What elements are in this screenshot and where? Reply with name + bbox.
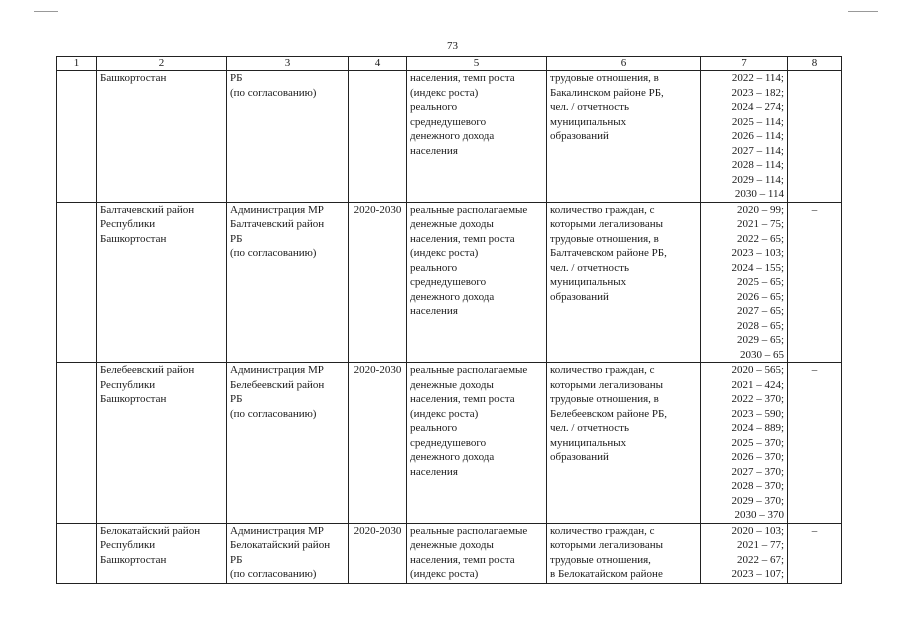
executor-line: (по согласованию) [230, 247, 317, 259]
executor-line: Администрация МР [230, 203, 324, 216]
row-number-cell [57, 523, 97, 583]
table-row [57, 363, 842, 524]
executor-line: РБ [230, 393, 243, 405]
measure-line: Белебеевском районе РБ, [550, 407, 668, 420]
indicator-line: денежные доходы [410, 539, 494, 551]
indicator-cell [407, 71, 547, 203]
program-table [56, 56, 842, 584]
value-line: 2024 – 889; [731, 422, 784, 434]
value-line: 2023 – 590; [731, 407, 784, 420]
table-row [57, 202, 842, 363]
value-line: 2022 – 67; [736, 553, 784, 566]
value-line: 2023 – 182; [731, 86, 784, 99]
measure-line: трудовые отношения, в [550, 232, 659, 245]
value-line: 2025 – 65; [736, 276, 784, 288]
measure-line: муниципальных [550, 276, 627, 288]
value-line: 2026 – 114; [731, 130, 784, 142]
indicator-line: населения, темп роста [410, 72, 515, 84]
executor-line: Белокатайский район [230, 539, 331, 551]
district-cell [97, 523, 227, 583]
values-cell [701, 202, 788, 363]
period-cell: 2020-2030 [349, 363, 407, 524]
executor-line: (по согласованию) [230, 407, 317, 420]
value-line: 2027 – 370; [731, 465, 784, 478]
indicator-line: (индекс роста) [410, 407, 479, 420]
indicator-line: среднедушевого [410, 276, 487, 288]
indicator-line: реального [410, 422, 458, 434]
district-line: Белебеевский район [100, 364, 195, 376]
district-cell [97, 202, 227, 363]
column-number: 5 [407, 57, 547, 71]
period-cell: 2020-2030 [349, 523, 407, 583]
value-line: 2030 – 65 [740, 348, 784, 361]
measure-cell [547, 71, 701, 203]
value-line: 2023 – 107; [731, 568, 784, 580]
measure-line: муниципальных [550, 436, 627, 449]
indicator-line: населения [410, 465, 458, 478]
value-line: 2028 – 370; [731, 480, 784, 492]
indicator-line: денежного дохода [410, 290, 495, 303]
district-cell [97, 71, 227, 203]
executor-line: РБ [230, 232, 243, 245]
value-line: 2030 – 370 [734, 509, 784, 521]
indicator-line: (индекс роста) [410, 247, 479, 259]
scan-mark-right [848, 11, 878, 12]
value-line: 2027 – 114; [731, 144, 784, 157]
indicator-line: реальные располагаемые [410, 364, 528, 376]
executor-line: Балтачевский район [230, 218, 325, 230]
value-line: 2022 – 370; [731, 393, 784, 405]
value-line: 2028 – 114; [731, 159, 784, 171]
district-line: Республики [100, 378, 156, 391]
indicator-line: среднедушевого [410, 115, 487, 128]
page-number: 73 [447, 40, 458, 52]
measure-line: трудовые отношения, [550, 553, 651, 566]
value-line: 2026 – 370; [731, 451, 784, 463]
district-line: Республики [100, 218, 156, 230]
indicator-line: денежного дохода [410, 130, 495, 142]
value-line: 2020 – 103; [731, 524, 784, 537]
executor-line: Администрация МР [230, 524, 324, 537]
district-line: Башкортостан [100, 232, 167, 245]
value-line: 2023 – 103; [731, 247, 784, 259]
district-line: Балтачевский район [100, 203, 195, 216]
district-line: Башкортостан [100, 393, 167, 405]
indicator-cell [407, 202, 547, 363]
column-number: 2 [97, 57, 227, 71]
column-number: 7 [701, 57, 788, 71]
executor-cell [227, 71, 349, 203]
indicator-line: (индекс роста) [410, 86, 479, 99]
note-cell [788, 71, 842, 203]
value-line: 2022 – 114; [731, 72, 784, 84]
district-cell [97, 363, 227, 524]
executor-cell [227, 202, 349, 363]
measure-line: количество граждан, с [550, 524, 655, 537]
note-cell: – [788, 363, 842, 524]
indicator-line: денежного дохода [410, 451, 495, 463]
indicator-line: денежные доходы [410, 218, 494, 230]
period-cell [349, 71, 407, 203]
indicator-line: реального [410, 101, 458, 113]
indicator-line: денежные доходы [410, 378, 494, 391]
column-number-row [57, 57, 842, 71]
period-cell: 2020-2030 [349, 202, 407, 363]
table-row [57, 71, 842, 203]
executor-line: Администрация МР [230, 364, 324, 376]
table-row [57, 523, 842, 583]
scan-mark-left [34, 11, 58, 12]
measure-line: которыми легализованы [550, 218, 664, 230]
row-number-cell [57, 363, 97, 524]
value-line: 2025 – 370; [731, 436, 784, 449]
measure-line: образований [550, 451, 609, 463]
row-number-cell [57, 71, 97, 203]
value-line: 2021 – 75; [736, 218, 784, 230]
measure-line: чел. / отчетность [550, 101, 629, 113]
indicator-line: населения [410, 144, 458, 157]
indicator-cell [407, 363, 547, 524]
indicator-line: реального [410, 261, 458, 274]
executor-cell [227, 523, 349, 583]
measure-cell [547, 523, 701, 583]
measure-line: образований [550, 130, 609, 142]
measure-cell [547, 363, 701, 524]
values-cell [701, 523, 788, 583]
note-cell: – [788, 523, 842, 583]
value-line: 2029 – 114; [731, 173, 784, 186]
measure-line: муниципальных [550, 115, 627, 128]
column-number: 1 [57, 57, 97, 71]
measure-line: чел. / отчетность [550, 261, 629, 274]
indicator-line: населения [410, 305, 458, 317]
indicator-line: населения, темп роста [410, 553, 515, 566]
value-line: 2021 – 424; [731, 378, 784, 391]
column-number: 8 [788, 57, 842, 71]
indicator-line: реальные располагаемые [410, 203, 528, 216]
district-line: Башкортостан [100, 553, 167, 566]
district-line: Башкортостан [100, 72, 167, 84]
district-line: Республики [100, 539, 156, 551]
values-cell [701, 363, 788, 524]
measure-line: которыми легализованы [550, 378, 664, 391]
measure-line: количество граждан, с [550, 364, 655, 376]
value-line: 2030 – 114 [734, 188, 784, 200]
indicator-line: населения, темп роста [410, 393, 515, 405]
row-number-cell [57, 202, 97, 363]
measure-line: образований [550, 290, 609, 303]
column-number: 6 [547, 57, 701, 71]
executor-line: РБ [230, 72, 243, 84]
measure-line: в Белокатайском районе [550, 568, 663, 580]
value-line: 2029 – 65; [736, 334, 784, 346]
district-line: Белокатайский район [100, 524, 201, 537]
value-line: 2026 – 65; [736, 290, 784, 303]
indicator-line: реальные располагаемые [410, 524, 528, 537]
executor-line: (по согласованию) [230, 568, 317, 580]
measure-line: Балтачевском районе РБ, [550, 247, 667, 259]
indicator-cell [407, 523, 547, 583]
indicator-line: населения, темп роста [410, 232, 515, 245]
value-line: 2025 – 114; [731, 115, 784, 128]
column-number: 3 [227, 57, 349, 71]
executor-cell [227, 363, 349, 524]
value-line: 2020 – 565; [731, 364, 784, 376]
values-cell [701, 71, 788, 203]
value-line: 2022 – 65; [736, 232, 784, 245]
measure-line: трудовые отношения, в [550, 72, 659, 84]
value-line: 2020 – 99; [736, 203, 784, 216]
executor-line: РБ [230, 553, 243, 566]
measure-line: трудовые отношения, в [550, 393, 659, 405]
measure-cell [547, 202, 701, 363]
measure-line: количество граждан, с [550, 203, 655, 216]
measure-line: Бакалинском районе РБ, [550, 86, 664, 99]
measure-line: которыми легализованы [550, 539, 664, 551]
indicator-line: (индекс роста) [410, 568, 479, 580]
column-number: 4 [349, 57, 407, 71]
value-line: 2024 – 155; [731, 261, 784, 274]
note-cell: – [788, 202, 842, 363]
measure-line: чел. / отчетность [550, 422, 629, 434]
value-line: 2024 – 274; [731, 101, 784, 113]
value-line: 2021 – 77; [736, 539, 784, 551]
value-line: 2028 – 65; [736, 319, 784, 332]
value-line: 2029 – 370; [731, 494, 784, 507]
executor-line: Белебеевский район [230, 378, 325, 391]
indicator-line: среднедушевого [410, 436, 487, 449]
value-line: 2027 – 65; [736, 305, 784, 317]
executor-line: (по согласованию) [230, 86, 317, 99]
